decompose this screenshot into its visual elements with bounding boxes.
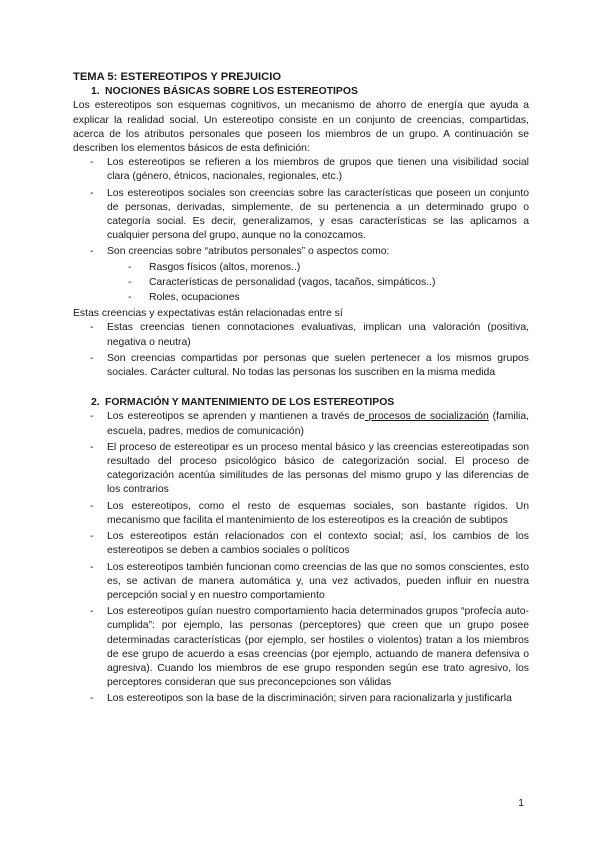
list-item: - Los estereotipos se refieren a los miembros de grupos que tienen una visibilidad social clara (género, étnicos, nacionales, regionales, etc.) (73, 156, 529, 184)
section-1-heading (91, 85, 529, 99)
list-item: - Los estereotipos también funcionan como creencias de las que no somos conscientes, esto es, se activan de manera automática y, una vez activados, pueden influir en nuestra percepción social y en nuestro comportamiento (73, 561, 529, 604)
sub-list-item: - Roles, ocupaciones (107, 291, 529, 305)
sub-list (107, 261, 529, 306)
list-item: - Los estereotipos están relacionados con el contexto social; así, los cambios de los estereotipos se deben a cambios sociales o políticos (73, 530, 529, 558)
section-2-title: FORMACIÓN Y MANTENIMIENTO DE LOS ESTEREOTIPOS (105, 397, 395, 409)
list-item: - El proceso de estereotipar es un proceso mental básico y las creencias estereotipadas son resultado del proceso psicológico básico de categorización social. El proceso de categorización acentúa similitudes de las personas del mismo grupo y las diferencias de los contrarios (73, 441, 529, 498)
underlined-term: procesos de socialización (364, 411, 489, 423)
list-item: - Los estereotipos sociales son creencias sobre las características que poseen un conjunto de personas, derivadas, simplemente, de su pertenencia a un determinado grupo o categoría social. Es decir, generalizamos, y esas características se las aplicamos a cualquier persona del grupo, aunque no la conozcamos. (73, 187, 529, 244)
list-item: - Los estereotipos son la base de la discriminación; sirven para racionalizarla y justificarla (73, 692, 529, 706)
sub-list-item: - Características de personalidad (vagos, tacaños, simpáticos..) (107, 276, 529, 290)
section-1-intro: Los estereotipos son esquemas cognitivos, un mecanismo de ahorro de energía que ayuda a explicar la realidad social. Un estereotipo consiste en un conjunto de creencias, compartidas, acerca de los atributos personales que poseen los miembros de un grupo. A continuación se describen los elementos básicos de esta definición: (73, 100, 529, 155)
section-2-list (73, 410, 529, 706)
page-number: 1 (518, 798, 524, 809)
list-item-text: Son creencias sobre “atributos personales” o aspectos como: (107, 246, 390, 258)
section-2-number: 2. (91, 397, 100, 409)
document-page (73, 70, 529, 709)
sub-list-item: - Rasgos físicos (altos, morenos..) (107, 261, 529, 275)
section-1-list (73, 156, 529, 305)
section-1-list-2 (73, 321, 529, 380)
section-1-title: NOCIONES BÁSICAS SOBRE LOS ESTEREOTIPOS (105, 86, 358, 98)
list-item (73, 410, 529, 438)
list-item (73, 245, 529, 305)
list-item-text: Los estereotipos se aprenden y mantienen a través de (107, 411, 365, 423)
section-2-heading (91, 396, 529, 410)
list-item: - Los estereotipos guían nuestro comportamiento hacia determinados grupos “profecía auto-cumplida”: por ejemplo, las personas (perceptores) que creen que un grupo posee determinadas características (por ejemplo, ser hostiles o violentos) tratan a los miembros de ese grupo de acuerdo a esas creencias (por ejemplo, actuando de manera defensiva o agresiva). Cuando los miembros de ese grupo responden según ese trato agresivo, los perceptores consideran que sus preconcepciones son válidas (73, 605, 529, 690)
list-item: - Los estereotipos, como el resto de esquemas sociales, son bastante rígidos. Un mecanismo que facilita el mantenimiento de los estereotipos es la creación de subtipos (73, 500, 529, 528)
document-title: TEMA 5: ESTEREOTIPOS Y PREJUICIO (73, 71, 282, 83)
list-item: - Son creencias compartidas por personas que suelen pertenecer a los mismos grupos sociales. Carácter cultural. No todas las personas los suscriben en la misma medida (73, 352, 529, 380)
section-1-number: 1. (91, 86, 100, 98)
list-item-text: (familia, escuela, padres, medios de comunicación) (107, 411, 529, 437)
section-1-paragraph-2: Estas creencias y expectativas están relacionadas entre sí (73, 308, 343, 320)
list-item: - Estas creencias tienen connotaciones evaluativas, implican una valoración (positiva, negativa o neutra) (73, 321, 529, 349)
